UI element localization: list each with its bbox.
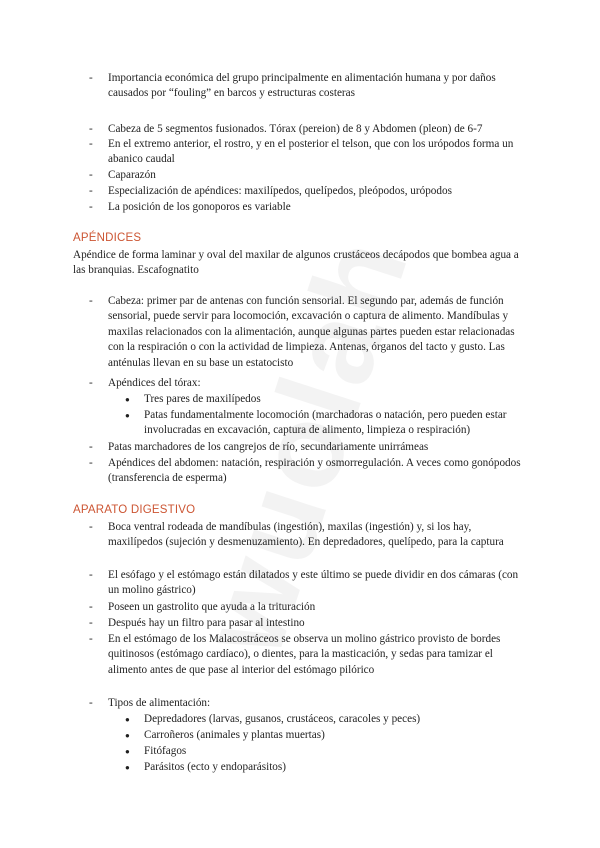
list-item-filter: - Después hay un filtro para pasar al intestino [108,616,528,631]
list-item-feeding-types: - Tipos de alimentación: [108,696,528,711]
sub-item-predators: ● Depredadores (larvas, gusanos, crustáceos, caracoles y peces) [144,712,534,727]
list-item-gastrolith: - Poseen un gastrolito que ayuda a la trituración [108,600,528,615]
sub-item-maxillipeds: ● Tres pares de maxilípedos [144,392,534,407]
list-item-walking-legs: - Patas marchadores de los cangrejos de río, secundariamente unirrámeas [108,440,528,455]
list-item-body-segments: - Cabeza de 5 segmentos fusionados. Tórax (pereion) de 8 y Abdomen (pleon) de 6-7 [108,122,528,137]
list-item-rostrum-telson: - En el extremo anterior, el rostro, y en el posterior el telson, que con los urópodos forma un abanico caudal [108,137,528,168]
list-item-abdomen-appendages: - Apéndices del abdomen: natación, respiración y osmorregulación. A veces como gonópodos (transferencia de esperma) [108,456,528,487]
list-item-thorax-appendages: - Apéndices del tórax: [108,376,528,391]
list-item-carapace: - Caparazón [108,168,528,183]
sub-item-scavengers: ● Carroñeros (animales y plantas muertas) [144,728,534,743]
list-item-gonopores: - La posición de los gonoporos es variable [108,200,528,215]
sub-item-parasites: ● Parásitos (ecto y endoparásitos) [144,760,534,775]
list-item-ventral-mouth: - Boca ventral rodeada de mandíbulas (ingestión), maxilas (ingestión) y, si los hay, maxilípedos (sujeción y desmenuzamiento). En depredadores, quelípedo, para la captura [108,520,528,551]
sub-item-legs-locomotion: ● Patas fundamentalmente locomoción (marchadoras o natación, pero pueden estar involucradas en excavación, captura de alimento, limpieza o respiración) [144,408,534,439]
list-item-esophagus-stomach: - El esófago y el estómago están dilatados y este último se puede dividir en dos cámaras (con un molino gástrico) [108,568,528,599]
list-item-economic-importance: - Importancia económica del grupo principalmente en alimentación humana y por daños causados por “fouling” en barcos y estructuras costeras [108,71,528,102]
list-item-gastric-mill: - En el estómago de los Malacostráceos se observa un molino gástrico provisto de bordes quitinosos (estómago cardíaco), o dientes, para la masticación, y sedas para tamizar el alimento antes de que pase al interior del estómago pilórico [108,632,528,678]
section-heading-apendices: APÉNDICES [73,232,142,244]
apendices-paragraph: Apéndice de forma laminar y oval del maxilar de algunos crustáceos decápodos que bombea agua a las branquias. Escafognatito [73,249,519,277]
list-item-head-appendages: - Cabeza: primer par de antenas con función sensorial. El segundo par, además de función sensorial, puede servir para locomoción, excavación o captura de alimento. Mandíbulas y maxilas relacionados con la alimentación, aunque algunas partes pueden estar relacionadas con la respiración o con la actividad de limpieza. Antenas, órganos del tacto y gusto. Las anténulas llevan en su base un estatocisto [108,294,528,371]
sub-item-phytophagous: ● Fitófagos [144,744,534,759]
section-heading-digestivo: APARATO DIGESTIVO [73,504,196,516]
list-item-appendage-specialization: - Especialización de apéndices: maxilípedos, quelípedos, pleópodos, urópodos [108,184,528,199]
